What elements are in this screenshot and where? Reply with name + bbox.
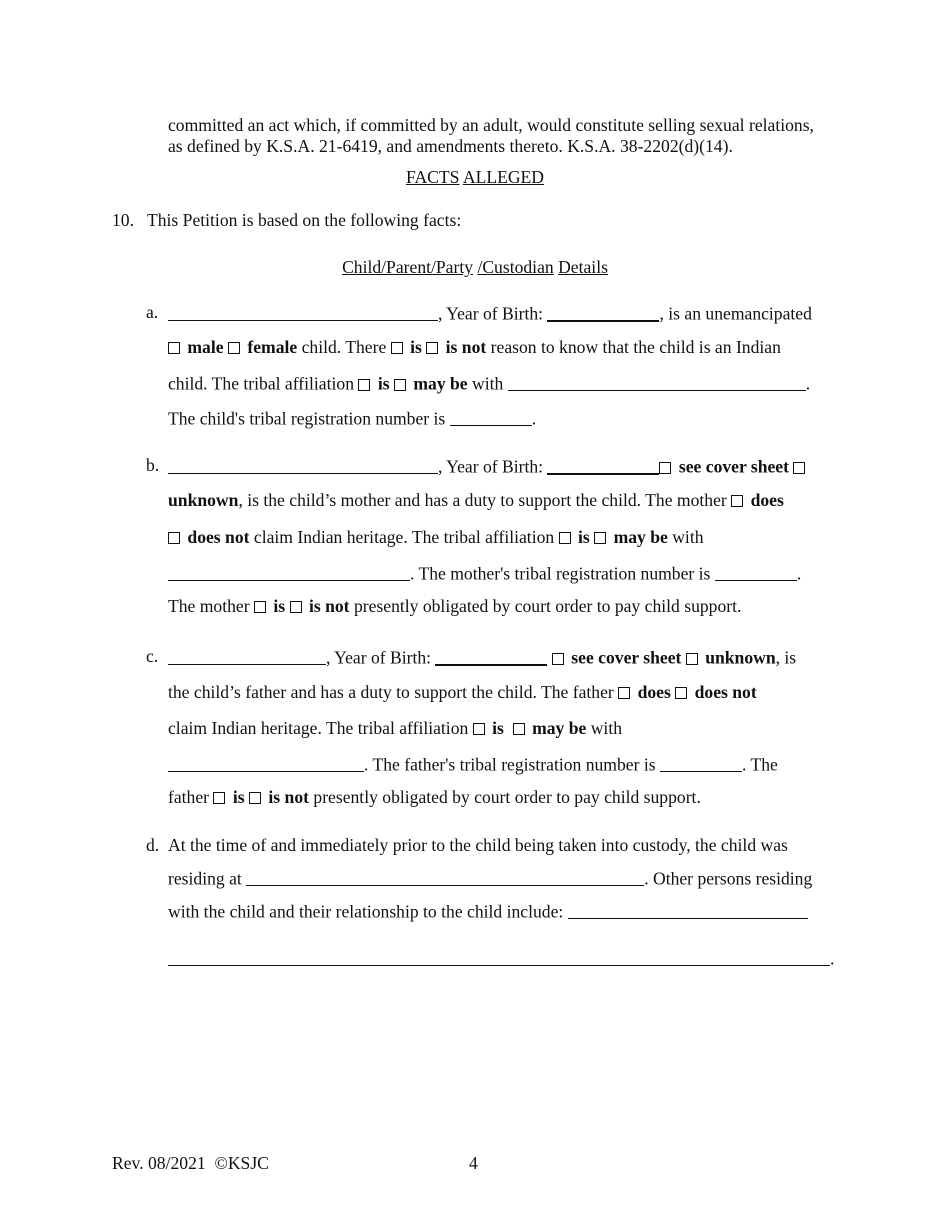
- text: presently obligated by court order to pay child support.: [353, 596, 742, 616]
- female-label: female: [247, 337, 298, 357]
- text: claim Indian heritage. The tribal affiliation: [168, 718, 469, 738]
- subheading-part-1: Child/Parent/Party: [342, 257, 474, 277]
- other-persons-field[interactable]: [568, 900, 808, 918]
- mother-tribal-registration-field[interactable]: [715, 562, 797, 580]
- item-a-line-1: [168, 302, 812, 325]
- mother-year-of-birth-field[interactable]: [547, 455, 659, 473]
- mother-tribal-is-checkbox[interactable]: [559, 532, 571, 544]
- details-subheading: [0, 257, 950, 278]
- text: .: [805, 373, 811, 394]
- text: with the child and their relationship to the child include:: [168, 901, 564, 922]
- mother-support-is-not-checkbox[interactable]: [290, 601, 302, 613]
- does-not-label: does not: [694, 682, 757, 702]
- text: claim Indian heritage. The tribal affiliation: [253, 527, 555, 547]
- child-name-field[interactable]: [168, 302, 438, 320]
- is-label: is: [492, 718, 504, 738]
- item-b-line-2: [168, 490, 784, 511]
- item-a-marker: a.: [146, 302, 159, 322]
- mother-unknown-checkbox[interactable]: [793, 462, 805, 474]
- father-tribal-may-be-checkbox[interactable]: [513, 723, 525, 735]
- mother-does-not-checkbox[interactable]: [168, 532, 180, 544]
- child-year-of-birth-field[interactable]: [547, 302, 659, 320]
- see-cover-sheet-label: see cover sheet: [678, 456, 789, 477]
- does-not-label: does not: [187, 527, 250, 547]
- male-label: male: [187, 337, 224, 357]
- text: .: [531, 408, 537, 429]
- text: . The mother's tribal registration number is: [410, 563, 711, 584]
- item-c-line-1: [168, 646, 796, 669]
- text: reason to know that the child is an Indian: [490, 337, 781, 357]
- heading-word-alleged: ALLEGED: [462, 167, 544, 187]
- is-label: is: [273, 596, 286, 616]
- is-label: is: [410, 337, 422, 357]
- is-label: is: [578, 527, 590, 547]
- unknown-label: unknown: [168, 490, 239, 510]
- text: The child's tribal registration number is: [168, 408, 446, 429]
- item-b-line-1: [168, 455, 808, 478]
- item-b-marker: b.: [146, 455, 160, 475]
- does-label: does: [750, 490, 784, 510]
- label-year-of-birth: , Year of Birth:: [438, 303, 548, 324]
- item-c-line-3: [168, 718, 622, 739]
- item-c-line-2: [168, 682, 757, 703]
- father-does-checkbox[interactable]: [618, 687, 630, 699]
- father-does-not-checkbox[interactable]: [675, 687, 687, 699]
- label-year-of-birth: , Year of Birth:: [326, 647, 436, 668]
- text: residing at: [168, 868, 242, 889]
- father-unknown-checkbox[interactable]: [686, 653, 698, 665]
- father-tribal-affiliation-field[interactable]: [168, 753, 364, 771]
- item-c-marker: c.: [146, 646, 159, 666]
- mother-name-field[interactable]: [168, 455, 438, 473]
- item-b-line-3: [168, 527, 704, 548]
- text: .: [796, 563, 802, 584]
- intro-line-1: committed an act which, if committed by an adult, would constitute selling sexual relations,: [168, 115, 814, 135]
- text: the child’s father and has a duty to support the child. The father: [168, 682, 614, 702]
- mother-see-cover-sheet-checkbox[interactable]: [659, 462, 671, 474]
- item-d-line-4: [168, 947, 834, 970]
- facts-alleged-heading: [0, 167, 950, 188]
- item-10-text: This Petition is based on the following facts:: [147, 210, 462, 230]
- father-tribal-is-checkbox[interactable]: [473, 723, 485, 735]
- may-be-label: may be: [413, 373, 468, 394]
- father-support-is-not-checkbox[interactable]: [249, 792, 261, 804]
- item-c-line-4: [168, 753, 778, 776]
- text: with: [590, 718, 622, 738]
- item-d-line-3: [168, 900, 808, 923]
- text: The mother: [168, 596, 250, 616]
- father-year-of-birth-field[interactable]: [435, 646, 547, 664]
- item-10-number: 10.: [112, 210, 134, 230]
- text: . Other persons residing: [644, 868, 813, 889]
- unknown-label: unknown: [705, 647, 776, 668]
- female-checkbox[interactable]: [228, 342, 240, 354]
- may-be-label: may be: [532, 718, 587, 738]
- intro-line-2: as defined by K.S.A. 21-6419, and amendments thereto. K.S.A. 38-2202(d)(14).: [168, 136, 733, 156]
- text: father: [168, 787, 210, 807]
- item-b-line-5: [168, 596, 741, 617]
- mother-tribal-affiliation-field[interactable]: [168, 562, 410, 580]
- is-label: is: [232, 787, 245, 807]
- does-label: does: [637, 682, 671, 702]
- page-number: 4: [469, 1153, 478, 1173]
- tribal-is-checkbox[interactable]: [358, 379, 370, 391]
- mother-support-is-checkbox[interactable]: [254, 601, 266, 613]
- child-tribal-registration-field[interactable]: [450, 407, 532, 425]
- item-a-line-4: [168, 407, 536, 430]
- heading-word-facts: FACTS: [406, 167, 460, 187]
- item-c-line-5: [168, 787, 701, 808]
- other-persons-continued-field[interactable]: [168, 947, 830, 965]
- item-a-line-3: [168, 372, 810, 395]
- father-tribal-registration-field[interactable]: [660, 753, 742, 771]
- reason-is-not-checkbox[interactable]: [426, 342, 438, 354]
- item-a-line-2: [168, 337, 781, 358]
- item-d-line-1: At the time of and immediately prior to the child being taken into custody, the child was: [168, 835, 788, 855]
- text: , is an unemancipated: [659, 303, 812, 324]
- residing-at-field[interactable]: [246, 867, 644, 885]
- text: , is the child’s mother and has a duty to support the child. The mother: [238, 490, 727, 510]
- is-not-label: is not: [268, 787, 309, 807]
- text: .: [830, 948, 835, 969]
- text: with: [672, 527, 704, 547]
- item-d-marker: d.: [146, 835, 160, 855]
- item-b-line-4: [168, 562, 801, 585]
- is-label: is: [377, 373, 390, 394]
- text: child. The tribal affiliation: [168, 373, 354, 394]
- item-d-line-2: [168, 867, 812, 890]
- see-cover-sheet-label: see cover sheet: [571, 647, 682, 668]
- tribal-may-be-checkbox[interactable]: [394, 379, 406, 391]
- text: . The father's tribal registration number is: [364, 754, 656, 775]
- reason-is-checkbox[interactable]: [391, 342, 403, 354]
- child-tribal-affiliation-field[interactable]: [508, 372, 806, 390]
- text: presently obligated by court order to pay child support.: [313, 787, 701, 807]
- text: , is: [775, 647, 797, 668]
- is-not-label: is not: [445, 337, 487, 357]
- subheading-part-2: /Custodian: [477, 257, 554, 277]
- is-not-label: is not: [308, 596, 350, 616]
- father-name-field[interactable]: [168, 646, 326, 664]
- text: child. There: [301, 337, 387, 357]
- mother-does-checkbox[interactable]: [731, 495, 743, 507]
- male-checkbox[interactable]: [168, 342, 180, 354]
- footer-revision: Rev. 08/2021 ©KSJC: [112, 1153, 269, 1173]
- mother-tribal-may-be-checkbox[interactable]: [594, 532, 606, 544]
- text: with: [472, 373, 504, 394]
- father-support-is-checkbox[interactable]: [213, 792, 225, 804]
- father-see-cover-sheet-checkbox[interactable]: [552, 653, 564, 665]
- text: . The: [742, 754, 778, 775]
- label-year-of-birth: , Year of Birth:: [438, 456, 548, 477]
- may-be-label: may be: [613, 527, 668, 547]
- subheading-part-3: Details: [558, 257, 608, 277]
